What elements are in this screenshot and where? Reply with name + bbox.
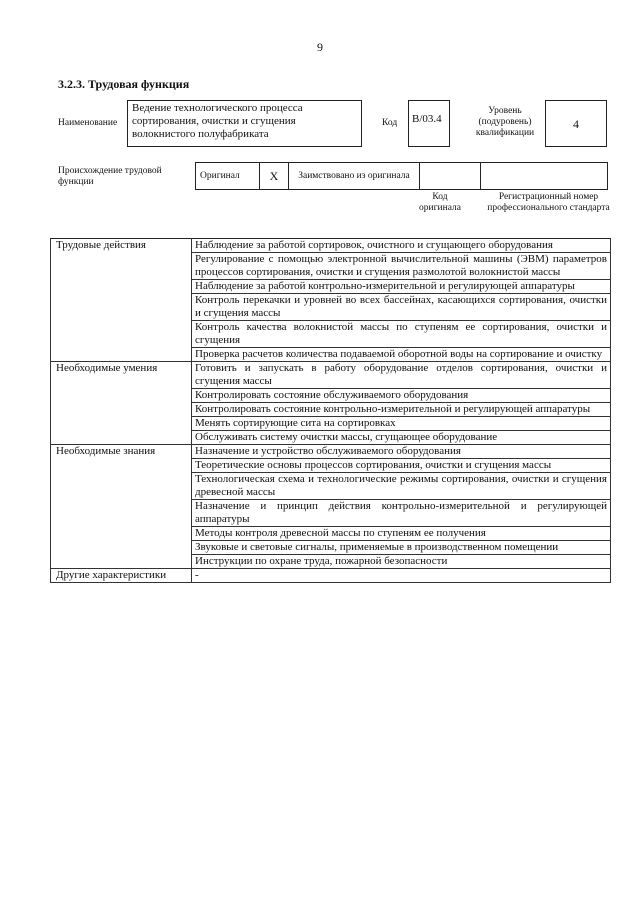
- section-item: Контроль перекачки и уровней во всех бассейнах, касающихся сортирования, очистки и сгущения массы: [192, 294, 611, 321]
- section-item: Методы контроля древесной массы по ступеням ее получения: [192, 527, 611, 541]
- name-label: Наименование: [58, 118, 118, 128]
- section-item: Технологическая схема и технологические режимы сортирования, очистки и сгущения древесной массы: [192, 473, 611, 500]
- table-row: [51, 569, 611, 583]
- section-item: Контроль качества волокнистой массы по ступеням ее сортирования, очистки и сгущения: [192, 321, 611, 348]
- section-heading: Другие характеристики: [51, 569, 192, 583]
- section-title: 3.2.3. Трудовая функция: [58, 77, 190, 91]
- table-row: [51, 239, 611, 253]
- labor-function-table: [50, 238, 611, 583]
- reg-caption: Регистрационный номер профессионального стандарта: [487, 192, 610, 213]
- section-item: Контролировать состояние контрольно-измерительной и регулирующей аппаратуры: [192, 403, 611, 417]
- table-row: [51, 362, 611, 389]
- section-item: Наблюдение за работой контрольно-измерительной и регулирующей аппаратуры: [192, 280, 611, 294]
- page-number: 9: [317, 40, 323, 54]
- section-item: Регулирование с помощью электронной вычислительной машины (ЭВМ) параметров процессов сортирования, очистки и сгущения размолотой волокнистой массы: [192, 253, 611, 280]
- section-item: Назначение и устройство обслуживаемого оборудования: [192, 445, 611, 459]
- section-heading: Необходимые умения: [51, 362, 192, 445]
- origin-label: Происхождение трудовой функции: [58, 166, 162, 187]
- section-item: Контролировать состояние обслуживаемого оборудования: [192, 389, 611, 403]
- section-item: -: [192, 569, 611, 583]
- level-value-box: 4: [545, 100, 607, 147]
- reg-number-cell: [481, 163, 608, 190]
- section-item: Менять сортирующие сита на сортировках: [192, 417, 611, 431]
- section-item: Звуковые и световые сигналы, применяемые в производственном помещении: [192, 541, 611, 555]
- section-item: Готовить и запускать в работу оборудование отделов сортирования, очистки и сгущения массы: [192, 362, 611, 389]
- borrowed-label: Заимствовано из оригинала: [289, 163, 420, 190]
- table-row: [51, 445, 611, 459]
- code-label: Код: [382, 118, 398, 128]
- original-label: Оригинал: [196, 163, 260, 190]
- origin-table: [195, 162, 608, 190]
- code-caption: Код оригинала: [419, 192, 461, 213]
- code-value-box: В/03.4: [408, 100, 450, 147]
- section-item: Назначение и принцип действия контрольно-измерительной и регулирующей аппаратуры: [192, 500, 611, 527]
- section-item: Теоретические основы процессов сортирования, очистки и сгущения массы: [192, 459, 611, 473]
- function-name-box: Ведение технологического процесса сортирования, очистки и сгущения волокнистого полуфабриката: [127, 100, 362, 147]
- section-item: Инструкции по охране труда, пожарной безопасности: [192, 555, 611, 569]
- section-item: Проверка расчетов количества подаваемой оборотной воды на сортирование и очистку: [192, 348, 611, 362]
- original-code-cell: [420, 163, 481, 190]
- section-heading: Необходимые знания: [51, 445, 192, 569]
- level-label: Уровень (подуровень) квалификации: [475, 106, 535, 138]
- section-item: Наблюдение за работой сортировок, очистного и сгущающего оборудования: [192, 239, 611, 253]
- section-item: Обслуживать систему очистки массы, сгущающее оборудование: [192, 431, 611, 445]
- original-mark: X: [260, 163, 289, 190]
- section-heading: Трудовые действия: [51, 239, 192, 362]
